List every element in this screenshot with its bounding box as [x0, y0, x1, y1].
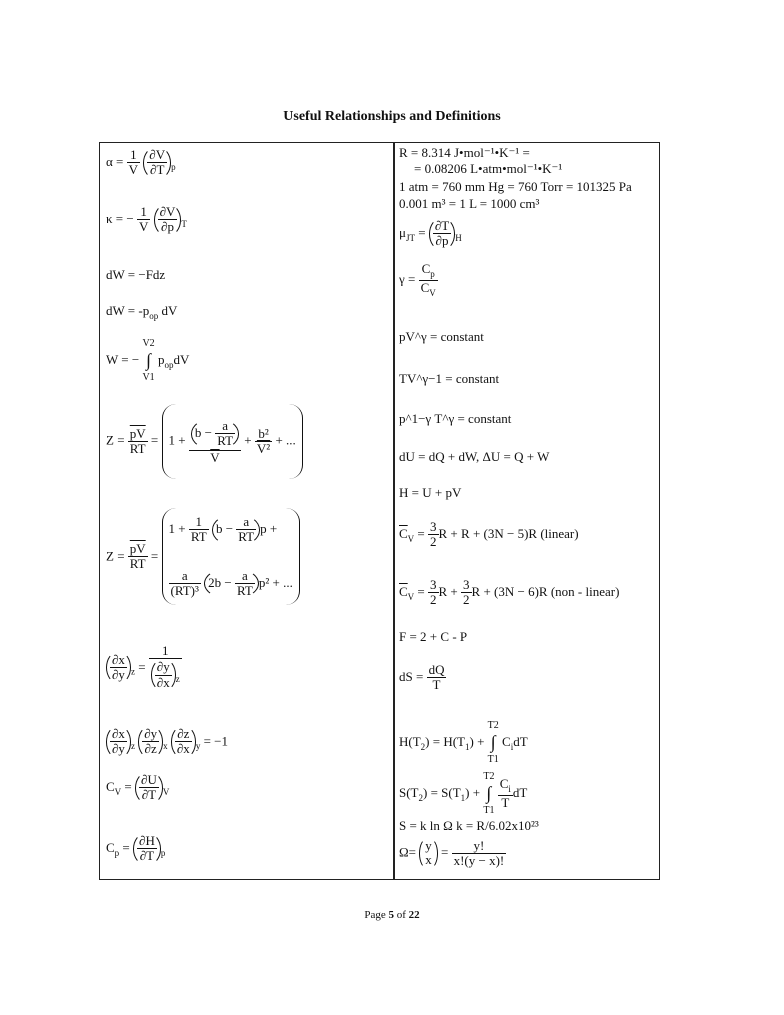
- phase-rule-formula: F = 2 + C - P: [399, 629, 468, 644]
- reciprocal-derivative-formula: $\frac{\partial x}{\partial y}$ $_z$ = 1 $\frac{\partial y}{\partial x}$ $_z$: [106, 644, 182, 691]
- cv-definition-formula: $C_V$ = $\frac{\partial U}{\partial T}$ $_V$: [106, 772, 170, 803]
- page-footer: Page 5 of 22: [364, 909, 420, 921]
- work-integral-formula: W = − V2 ∫ V1 $p_{op}dV$: [106, 338, 190, 383]
- enthalpy-formula: H = U + pV: [399, 485, 462, 500]
- entropy-temperature-formula: $S(T_2) = S(T_1)$ + T2 ∫ T1 $\frac{C_i}{T}$ dT: [399, 771, 528, 816]
- first-law-formula: dU = dQ + dW, ΔU = Q + W: [399, 449, 550, 464]
- volume-units-line: 0.001 m³ = 1 L = 1000 cm³: [399, 196, 540, 211]
- joule-thomson-formula: $\mu_{JT}$ = $\frac{\partial T}{\partial p}$ $_H$: [399, 218, 462, 249]
- compressibility-formula-2: Z = $\frac{\overline{pV}}{RT}$ = 1 + $\frac{1}{RT}$ b − $\frac{a}{RT}$ p + $\frac{a}{\text{(RT)³}}$ 2b − $\frac{a}{RT}$ p² + ...: [106, 508, 300, 605]
- alpha-formula: α = $\frac{1}{V}$ $\frac{\partial V}{\partial T}$ $_p$: [106, 147, 176, 178]
- dw-pressure-formula: dW = $-p_{op}$ dV: [106, 303, 178, 321]
- multiplicity-formula: Ω= y x = $\frac{y!}{x!(y - x)!}$: [399, 837, 505, 868]
- gas-constant-line: R = 8.314 J•mol⁻¹•K⁻¹ =: [399, 145, 530, 160]
- heat-capacity-ratio-formula: γ = $\frac{C_p}{C_V}$: [399, 261, 436, 298]
- page-title: Useful Relationships and Definitions: [283, 109, 501, 124]
- column-divider: [393, 142, 395, 880]
- compressibility-formula-1: Z = $\frac{\overline{pV}}{RT}$ = 1 + b − $\frac{a}{RT}$ V + $\frac{\text{b²}}{\text{V²}}$ + ...: [106, 404, 303, 479]
- dw-force-formula: dW = −Fdz: [106, 267, 166, 282]
- entropy-definition-formula: dS = $\frac{dQ}{T}$: [399, 662, 445, 693]
- adiabatic-tv-formula: TV^γ−1 = constant: [399, 371, 500, 386]
- adiabatic-pv-formula: pV^γ = constant: [399, 329, 484, 344]
- cv-linear-formula: $\overline{C}_V$ = $\frac{3}{2}$ R + R + (3N − 5)R (linear): [399, 519, 579, 550]
- enthalpy-temperature-formula: $H(T_2) = H(T_1)$ + T2 ∫ T1 $C_idT$: [399, 720, 528, 765]
- adiabatic-pt-formula: p^1−γ T^γ = constant: [399, 411, 512, 426]
- cp-definition-formula: $C_p$ = $\frac{\partial H}{\partial T}$ $_p$: [106, 833, 166, 864]
- kappa-formula: κ = − $\frac{1}{V}$ $\frac{\partial V}{\partial p}$ $_T$: [106, 204, 187, 235]
- cv-nonlinear-formula: $\overline{C}_V$ = $\frac{3}{2}$ R + $\frac{3}{2}$ R + (3N − 6)R (non - linear): [399, 577, 620, 608]
- cyclic-rule-formula: $\frac{\partial x}{\partial y}$ $_z$ $\frac{\partial y}{\partial z}$ $_x$ $\frac{\partial z}{\partial x}$ $_y$ = −1: [106, 726, 228, 758]
- boltzmann-entropy-formula: S = k ln Ω k = R/6.02x10²³: [399, 818, 539, 833]
- pressure-units-line: 1 atm = 760 mm Hg = 760 Torr = 101325 Pa: [399, 179, 632, 194]
- gas-constant-alt-line: = 0.08206 L•atm•mol⁻¹•K⁻¹: [414, 161, 563, 176]
